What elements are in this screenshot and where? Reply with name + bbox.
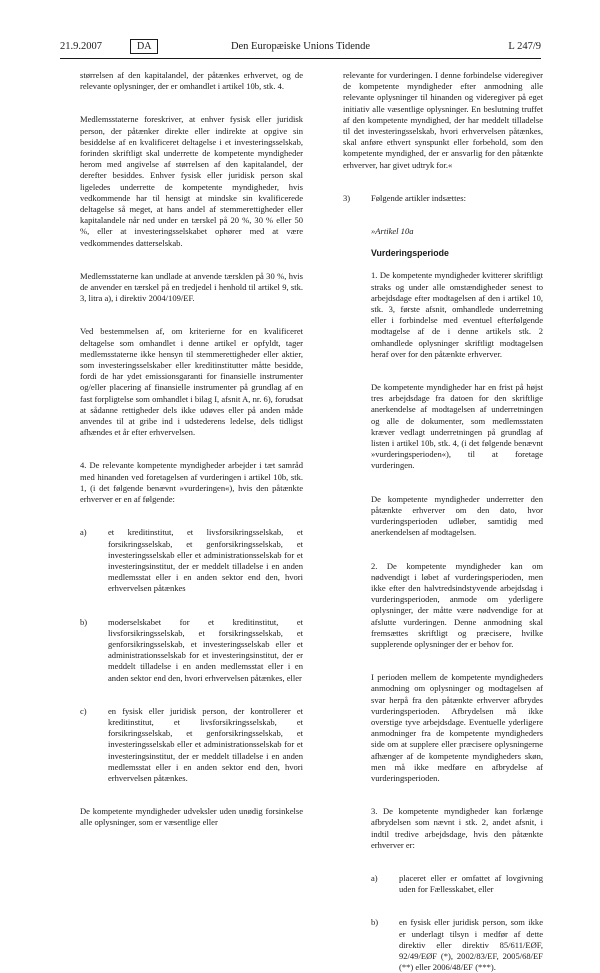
paragraph: Ved bestemmelsen af, om kriterierne for en kvalificeret deltagelse som omhandlet i denne artikel er opfyldt, tager medlemsstaterne ikke hensyn til stemmerettigheder eller aktier, som investeringsselskaber eller kreditinstitutter måtte besidde, fordi de har ydet emissionsgaranti for finansielle instrumenter og/eller placering af finansielle instrumenter på grundlag af en fast forpligtelse som omhandlet i bilag I, afsnit A, nr. 6), forudsat at sådanne rettigheder dels ikke udøves eller på anden måde anvendes til at gribe ind i udstederens ledelse, dels tidligst afhændes et år efter erhvervelsen. xyxy=(80,326,303,438)
journal-title: Den Europæiske Unions Tidende xyxy=(230,41,371,52)
right-column xyxy=(343,70,543,973)
list-item xyxy=(371,917,543,973)
language-badge: DA xyxy=(130,39,158,54)
page-reference: L 247/9 xyxy=(508,41,541,52)
paragraph: Medlemsstaterne foreskriver, at enhver fysisk eller juridisk person, der påtænker direkte eller indirekte at opgive sin besiddelse af en kvalificeret deltagelse i et investeringsselskab, forinden skriftligt skal underrette de kompetente myndigheder herom med angivelse af størrelsen af den kapitalandel, der derefter besiddes. Enhver fysisk eller juridisk person skal ligeledes underrette de kompetente myndigheder, hvis vedkommende har til hensigt at mindske sin kvalificerede deltagelse så meget, at hans andel af stemmerettigheder eller kapitalandele når ned under en tærskel på 20 %, 30 % eller 50 %, eller at investeringsselskabet ophører med at være vedkommendes datterselskab. xyxy=(80,114,303,248)
paragraph: De kompetente myndigheder udveksler uden unødig forsinkelse alle oplysninger, som er væsentlige eller xyxy=(80,806,303,828)
point-text: Følgende artikler indsættes: xyxy=(371,192,466,203)
list-item xyxy=(80,527,303,594)
paragraph: 3. De kompetente myndigheder kan forlænge afbrydelsen som nævnt i stk. 2, andet afsnit, i indtil tredive arbejdsdage, hvis den påtænkte erhverver er: xyxy=(371,806,543,850)
list-item-text: placeret eller er omfattet af lovgivning uden for Fællesskabet, eller xyxy=(399,872,543,895)
article-heading: Vurderingsperiode xyxy=(371,248,449,259)
paragraph: De kompetente myndigheder underretter den påtænkte erhverver om den dato, hvor vurderingsperioden udløber, samtidig med anerkendelsen af modtagelsen. xyxy=(371,493,543,538)
list-marker: c) xyxy=(80,705,87,716)
publication-date: 21.9.2007 xyxy=(60,41,102,52)
list-marker: a) xyxy=(80,527,87,538)
article-title: »Artikel 10a xyxy=(371,226,414,237)
list-item-text: en fysisk eller juridisk person, der kontrollerer et kreditinstitut, et livsforsikringsselskab, et forsikringsselskab, et genforsikringsselskab, et investeringsselskab eller et administrationsselskab for et investeringsinstitut, der er meddelt tilladelse i en anden medlemsstat eller i en anden sektor end den, hvori erhvervelsen påtænkes. xyxy=(108,705,303,783)
paragraph: relevante for vurderingen. I denne forbindelse videregiver de kompetente myndigheder efter anmodning alle relevante oplysninger til hinanden og videregiver på eget initiativ alle væsentlige oplysninger. En beslutning truffet af den kompetente myndighed, der har meddelt tilladelse til det investeringsselskab, hvori erhvervelsen påtænkes, skal anføre ethvert synspunkt eller forbehold, som den kompetente myndighed, der er ansvarlig for den påtænkte erhverver, har givet udtryk for.« xyxy=(343,70,543,170)
paragraph: 4. De relevante kompetente myndigheder arbejder i tæt samråd med hinanden ved foretagelsen af vurderingen i artikel 10b, stk. 1, (i det følgende benævnt »vurderingen«), hvis den påtænkte erhverver er en af følgende: xyxy=(80,460,303,505)
paragraph: 2. De kompetente myndigheder kan om nødvendigt i løbet af vurderingsperioden, men ikke efter den halvtredsindstyvende arbejdsdag i vurderingsperioden, anmode om yderligere oplysninger, der måtte være nødvendige for at afslutte vurderingen. Denne anmodning skal fremsættes skriftligt og præcisere, hvilke supplerende oplysninger der er behov for. xyxy=(371,560,543,649)
list-marker: a) xyxy=(371,872,378,883)
list-item-text: en fysisk eller juridisk person, som ikke er underlagt tilsyn i medfør af dette direktiv eller direktiv 85/611/EØF, 92/49/EØF (*), 2002/83/EF, 2005/68/EF (**) eller 2006/48/EF (***). xyxy=(399,917,543,973)
list-marker: b) xyxy=(80,616,88,627)
list-item-text: et kreditinstitut, et livsforsikringsselskab, et forsikringsselskab, et genforsikringsselskab, et investeringsselskab eller et administrationsselskab for et investeringsinstitut, der er meddelt tilladelse i en anden medlemsstat eller i en anden sektor end den, hvori erhvervelsen påtænkes xyxy=(108,527,303,594)
paragraph: 1. De kompetente myndigheder kvitterer skriftligt straks og under alle omstændigheder senest to arbejdsdage efter modtagelsen af den i artikel 10, stk. 3, første afsnit, omhandlede underretning eller i forbindelse med eventuel efterfølgende modtagelse af de i denne artikels stk. 2 omhandlede oplysninger skriftligt modtagelsen heraf over for den påtænkte erhverver. xyxy=(371,270,543,359)
left-column xyxy=(80,70,303,829)
list-marker: b) xyxy=(371,917,379,928)
paragraph: størrelsen af den kapitalandel, der påtænkes erhvervet, og de relevante oplysninger, der er omhandlet i artikel 10b, stk. 4. xyxy=(80,70,303,92)
page-header xyxy=(60,39,541,55)
paragraph: De kompetente myndigheder har en frist på højst tres arbejdsdage fra datoen for den skriftlige anerkendelse af modtagelsen af underretningen og alle de dokumenter, som medlemsstaten kræver vedlagt underretningen på grundlag af listen i artikel 10b, stk. 4, (i det følgende benævnt »vurderingsperioden«), til at foretage vurderingen. xyxy=(371,382,543,471)
paragraph: I perioden mellem de kompetente myndigheders anmodning om oplysninger og modtagelsen af svar herpå fra den påtænkte erhverver afbrydes vurderingsperioden. Afbrydelsen må ikke overstige tyve arbejdsdage. Eventuelle yderligere anmodninger fra de kompetente myndigheders side om at supplere eller præcisere oplysningerne afhænger af de kompetente myndigheders skøn, men må ikke medføre en afbrydelse af vurderingsperioden. xyxy=(371,672,543,783)
list-item xyxy=(371,872,543,895)
point-marker: 3) xyxy=(343,192,351,203)
paragraph: Medlemsstaterne kan undlade at anvende tærsklen på 30 %, hvis de anvender en tærskel på en tredjedel i henhold til artikel 9, stk. 3, litra a), i direktiv 2004/109/EF. xyxy=(80,270,303,304)
list-item xyxy=(80,617,303,684)
amendment-point xyxy=(343,193,543,204)
header-rule xyxy=(60,58,541,59)
list-item xyxy=(80,706,303,784)
list-item-text: moderselskabet for et kreditinstitut, et livsforsikringsselskab, et forsikringsselskab, et genforsikringsselskab, et investeringsselskab eller et administrationsselskab for et investeringsinstitut, der er meddelt tilladelse i en anden medlemsstat eller i en anden sektor end den, hvori erhvervelsen påtænkes, eller xyxy=(108,616,303,683)
